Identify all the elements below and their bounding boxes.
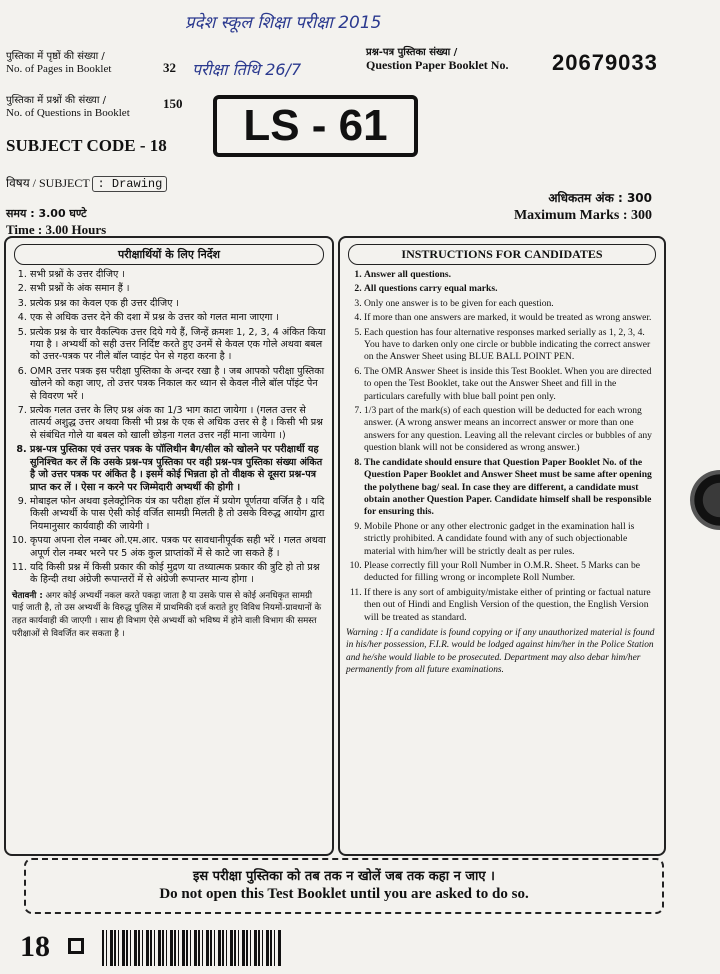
hindi-warning-text: अगर कोई अभ्यर्थी नकल करते पकड़ा जाता है या उसके पास से कोई अनधिकृत सामग्री पाई जाती है, तो उस अभ्यर्थी के विरुद्ध पुलिस में प्राथमिकी दर्ज कराते हुए विविध नियमों-प्रावधानों के तहत कार्यवाही की जाएगी । साथ ही विभाग ऐसे अभ्यर्थी को भविष्य में होने वाली विभाग की समस्त परीक्षाओं से विवर्जित कर सकता है ।: [12, 590, 322, 639]
page-code: 18: [20, 930, 50, 963]
handwritten-date-note: परीक्षा तिथि 26/7: [192, 60, 302, 79]
list-item: 6. OMR उत्तर पत्रक इस परीक्षा पुस्तिका के अन्दर रखा है । जब आपको परीक्षा पुस्तिका खोलने को कहा जाए, तो उत्तर पत्रक निकाल कर ध्यान से केवल नीले बॉल पॉइंट पेन से विवरण भरें ।: [30, 366, 326, 403]
questions-label-hindi: पुस्तिका में प्रश्नों की संख्या /: [6, 95, 106, 106]
list-item: 4. If more than one answers are marked, it would be treated as wrong answer.: [364, 312, 658, 324]
list-item: 6. The OMR Answer Sheet is inside this Test Booklet. When you are directed to open the Test Booklet, take out the Answer Sheet and fill in the particulars carefully with blue ball point pen only.: [364, 366, 658, 403]
pages-label-english: No. of Pages in Booklet: [6, 63, 112, 75]
list-item: 2. All questions carry equal marks.: [364, 283, 658, 295]
registration-circle-mark: [690, 470, 720, 530]
list-item: 4. एक से अधिक उत्तर देने की दशा में प्रश्न के उत्तर को गलत माना जाएगा ।: [30, 312, 326, 324]
list-item: 9. Mobile Phone or any other electronic gadget in the examination hall is strictly prohibited. A candidate found with any of such objectionable material with him/her will be strictly dealt as per rules.: [364, 521, 658, 558]
hindi-warning-label: चेतावनी :: [12, 590, 43, 601]
questions-value: 150: [163, 96, 183, 111]
subject-label: विषय / SUBJECT: [6, 176, 90, 190]
list-item: 10. Please correctly fill your Roll Number in O.M.R. Sheet. 5 Marks can be deducted for filling wrong or incomplete Roll Number.: [364, 560, 658, 585]
marks-english: Maximum Marks : 300: [513, 208, 652, 223]
booklet-label-english: Question Paper Booklet No.: [366, 58, 509, 72]
list-item: 5. Each question has four alternative responses marked serially as 1, 2, 3, 4. You have to darken only one circle or bubble indicating the correct answer on the Answer Sheet using BLUE BALL POINT PEN.: [364, 327, 658, 364]
hindi-warning: [12, 590, 326, 640]
list-item: 2. सभी प्रश्नों के अंक समान हैं ।: [30, 283, 326, 295]
time-block: [6, 206, 106, 238]
list-item: 7. 1/3 part of the mark(s) of each question will be deducted for each wrong answer. (A wrong answer means an incorrect answer or more than one answers for any question. Leaving all the relevant circles or bubbles of any question blank will not be considered as wrong answer.): [364, 405, 658, 455]
barcode: [102, 930, 282, 966]
english-instructions-list: [346, 269, 658, 624]
list-item: 9. मोबाइल फोन अथवा इलेक्ट्रोनिक यंत्र का परीक्षा हॉल में प्रयोग पूर्णतया वर्जित है । यदि किसी अभ्यर्थी के पास ऐसी कोई वर्जित सामग्री मिलती है तो उसके विरुद्ध आयोग द्वारा नियमानुसार कार्यवाही की जायेगी ।: [30, 496, 326, 533]
marks-hindi: अधिकतम अंक : 300: [548, 191, 652, 205]
questions-label: [6, 94, 130, 120]
questions-label-english: No. of Questions in Booklet: [6, 107, 130, 119]
handwritten-top-note: प्रदेश स्कूल शिक्षा परीक्षा 2015: [185, 13, 382, 33]
marks-block: [514, 190, 652, 224]
hindi-instructions-panel: [4, 236, 334, 856]
subject-row: [6, 174, 167, 191]
list-item: 8. The candidate should ensure that Question Paper Booklet No. of the Question Paper Booklet and Answer Sheet must be same after opening the polythene bag/ seal. In case they are different, a candidate must obtain another Question Paper. Candidate himself shall be responsible for ensuring this.: [364, 457, 658, 519]
list-item: 1. सभी प्रश्नों के उत्तर दीजिए ।: [30, 269, 326, 281]
english-instructions-title: INSTRUCTIONS FOR CANDIDATES: [348, 244, 656, 265]
pages-value: 32: [163, 60, 176, 75]
subject-code: SUBJECT CODE - 18: [6, 136, 167, 155]
hindi-instructions-list: [12, 269, 326, 587]
list-item: 8. प्रश्न-पत्र पुस्तिका एवं उत्तर पत्रक के पॉलिथीन बैग/सील को खोलने पर परीक्षार्थी यह सुनिश्चित कर लें कि उसके प्रश्न-पत्र पुस्तिका पर वही प्रश्न-पत्र पुस्तिका संख्या अंकित है जो उत्तर पत्रक पर अंकित है । इसमें कोई भिन्नता हो तो वीक्षक से दूसरा प्रश्न-पत्र प्राप्त कर लें । ऐसा न करने पर जिम्मेदारी अभ्यर्थी की होगी ।: [30, 444, 326, 494]
list-item: 5. प्रत्येक प्रश्न के चार वैकल्पिक उत्तर दिये गये हैं, जिन्हें क्रमशः 1, 2, 3, 4 अंकित किया गया है । अभ्यर्थी को सही उत्तर निर्दिष्ट करते हुए उनमें से केवल एक गोले अथवा बबल को उत्तर-पत्रक पर नीले बॉल प्वाइंट पेन से गहरा करना है ।: [30, 327, 326, 364]
square-marker: [68, 938, 84, 954]
list-item: 1. Answer all questions.: [364, 269, 658, 281]
list-item: 7. प्रत्येक गलत उत्तर के लिए प्रश्न अंक का 1/3 भाग काटा जायेगा । (गलत उत्तर से तात्पर्य अशुद्ध उत्तर अथवा किसी भी प्रश्न के एक से अधिक उत्तर से है । किसी भी प्रश्न से संबंधित गोले या बबल को खाली छोड़ना गलत उत्तर नहीं माना जायेगा ।): [30, 405, 326, 442]
pages-label: [6, 50, 111, 76]
list-item: 10. कृपया अपना रोल नम्बर ओ.एम.आर. पत्रक पर सावधानीपूर्वक सही भरें । गलत अथवा अपूर्ण रोल नम्बर भरने पर 5 अंक कुल प्राप्तांकों में से काटे जा सकते हैं ।: [30, 535, 326, 560]
do-not-open-notice: [24, 858, 664, 914]
list-item: 3. Only one answer is to be given for each question.: [364, 298, 658, 310]
time-hindi: समय : 3.00 घण्टे: [6, 207, 87, 220]
booklet-number: 20679033: [552, 50, 658, 75]
pages-label-hindi: पुस्तिका में पृष्ठों की संख्या /: [6, 51, 105, 62]
english-warning: Warning : If a candidate is found copying or if any unauthorized material is found in his/her possession, F.I.R. would be lodged against him/her in the Police Station and he/she would liable to be prosecuted. Department may also debar him/her permanently from all future examinations.: [346, 627, 655, 676]
subject-value: : Drawing: [92, 176, 167, 192]
hindi-instructions-title: परीक्षार्थियों के लिए निर्देश: [14, 244, 324, 265]
notice-hindi: इस परीक्षा पुस्तिका को तब तक न खोलें जब तक कहा न जाए ।: [192, 869, 495, 884]
booklet-label: [366, 46, 508, 72]
list-item: 11. If there is any sort of ambiguity/mistake either of printing or factual nature then out of Hindi and English Version of the question, the English Version will be treated as standard.: [364, 587, 658, 624]
list-item: 3. प्रत्येक प्रश्न का केवल एक ही उत्तर दीजिए ।: [30, 298, 326, 310]
paper-code: LS - 61: [213, 95, 418, 157]
booklet-label-hindi: प्रश्न-पत्र पुस्तिका संख्या /: [366, 47, 458, 58]
time-english: Time : 3.00 Hours: [6, 222, 107, 237]
english-instructions-panel: [338, 236, 666, 856]
list-item: 11. यदि किसी प्रश्न में किसी प्रकार की कोई मुद्रण या तथ्यात्मक प्रकार की त्रुटि हो तो प्रश्न के हिन्दी तथा अंग्रेजी रूपान्तरों में से अंग्रेजी रूपान्तर मान्य होगा ।: [30, 562, 326, 587]
notice-english: Do not open this Test Booklet until you are asked to do so.: [159, 886, 529, 902]
